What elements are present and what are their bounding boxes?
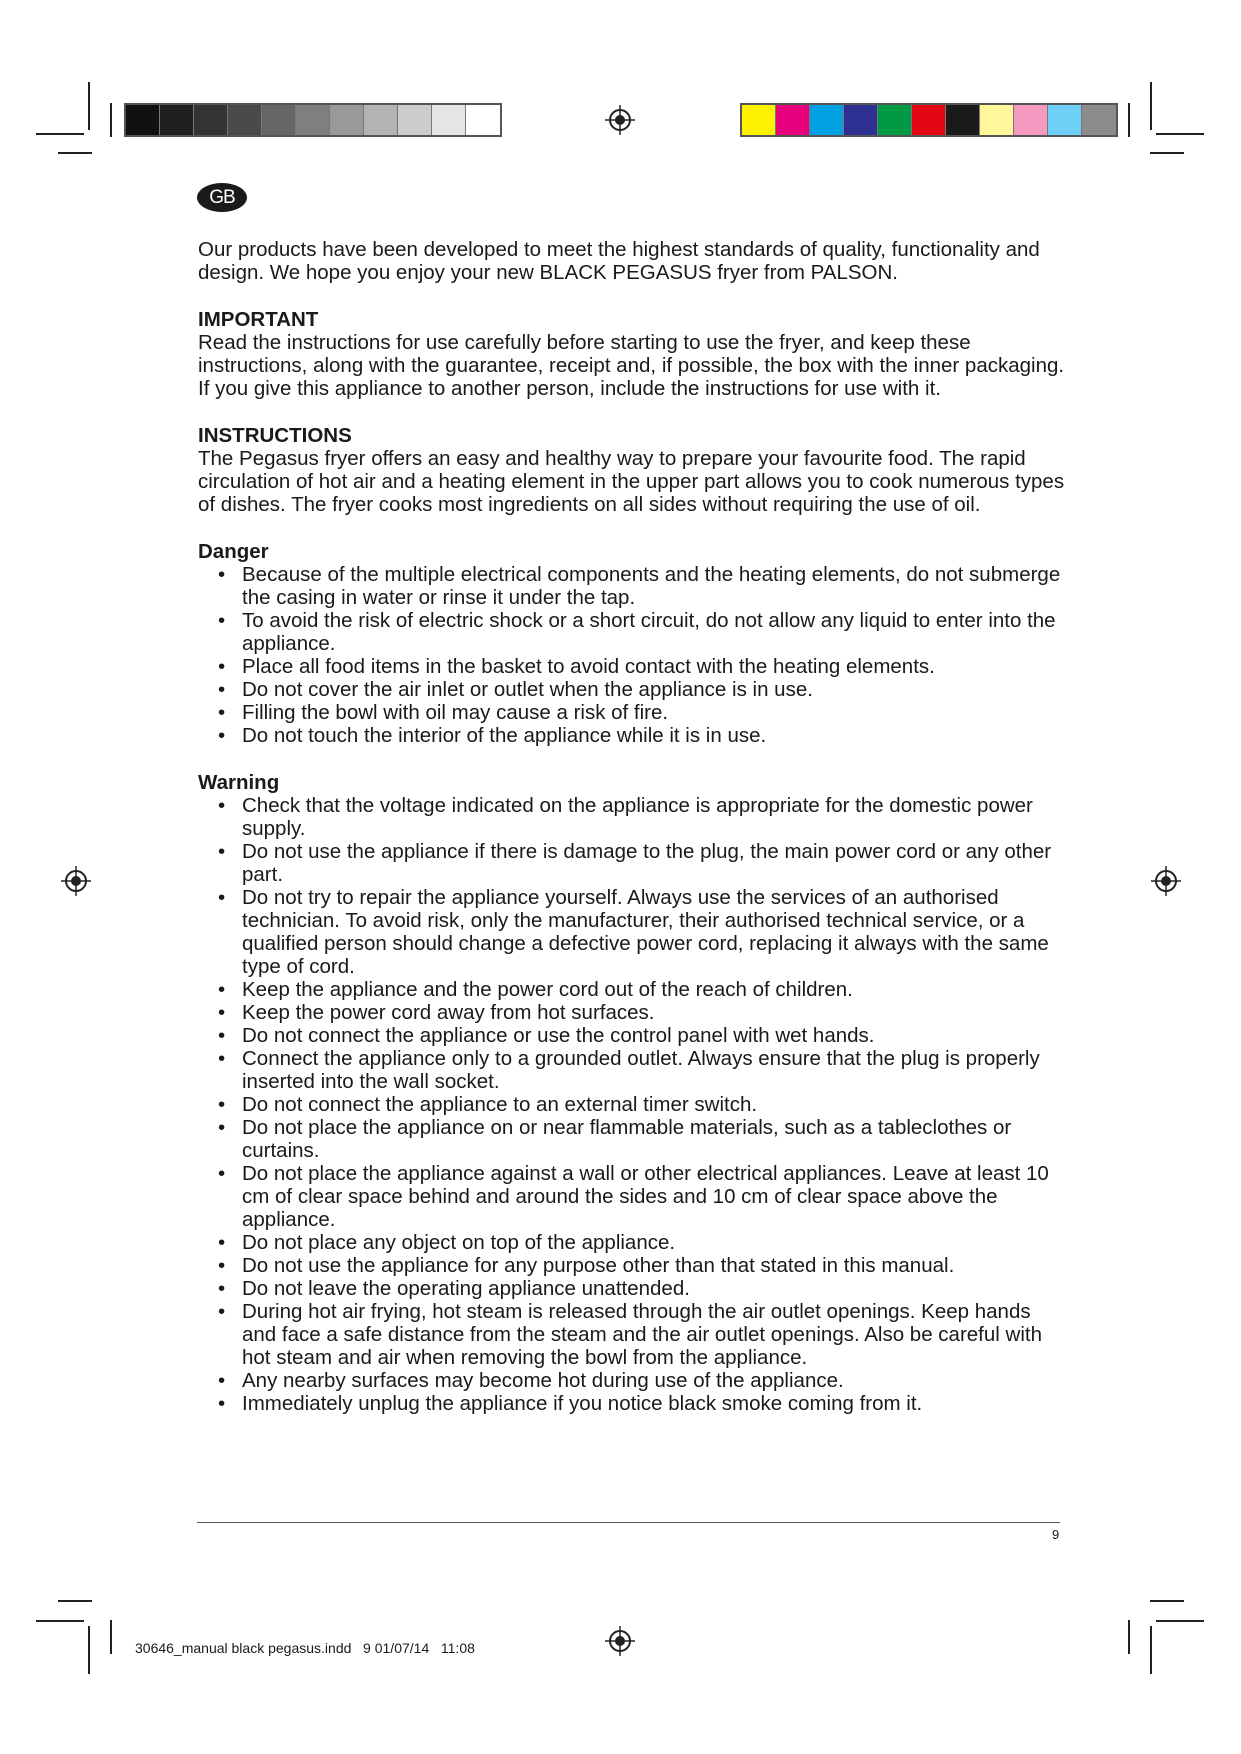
- warning-item-text: Do not connect the appliance or use the control panel with wet hands.: [242, 1024, 875, 1047]
- crop-mark: [1150, 152, 1184, 154]
- warning-item: [198, 1392, 1068, 1415]
- bullet-icon: •: [218, 886, 226, 909]
- warning-item-text: Keep the power cord away from hot surfaces.: [242, 1001, 655, 1024]
- crop-mark: [1156, 1620, 1204, 1622]
- warning-heading: Warning: [198, 771, 280, 794]
- danger-item-text: Place all food items in the basket to avoid contact with the heating elements.: [242, 655, 935, 678]
- crop-mark: [1150, 82, 1152, 130]
- manual-content: [198, 238, 1068, 1415]
- bullet-icon: •: [218, 724, 226, 747]
- bullet-icon: •: [218, 1369, 226, 1392]
- calibration-swatch: [742, 105, 776, 135]
- warning-item: [198, 886, 1068, 978]
- warning-item: [198, 1024, 1068, 1047]
- registration-target-icon: [605, 105, 635, 135]
- danger-item-text: Do not touch the interior of the appliance while it is in use.: [242, 724, 767, 747]
- important-heading: IMPORTANT: [198, 308, 319, 331]
- bullet-icon: •: [218, 794, 226, 817]
- bullet-icon: •: [218, 563, 226, 586]
- calibration-swatch: [810, 105, 844, 135]
- warning-item-text: Do not place the appliance against a wall or other electrical appliances. Leave at least 10 cm of clear space behind and around the sides and 10 cm of clear space above the appliance.: [242, 1162, 1049, 1231]
- crop-mark: [1150, 1600, 1184, 1602]
- bullet-icon: •: [218, 1254, 226, 1277]
- warning-item: [198, 1001, 1068, 1024]
- crop-mark: [1156, 133, 1204, 135]
- warning-item-text: During hot air frying, hot steam is released through the air outlet openings. Keep hands and face a safe distance from the steam and the air outlet openings. Also be careful with hot steam and air when removing the bowl from the appliance.: [242, 1300, 1042, 1369]
- crop-mark: [58, 152, 92, 154]
- language-badge: GB: [197, 183, 247, 212]
- page-number: 9: [1052, 1527, 1060, 1542]
- warning-item: [198, 1277, 1068, 1300]
- bullet-icon: •: [218, 678, 226, 701]
- print-slug: 30646_manual black pegasus.indd 9 01/07/14 11:08: [135, 1640, 475, 1656]
- crop-mark: [1150, 1626, 1152, 1674]
- warning-item-text: Any nearby surfaces may become hot during use of the appliance.: [242, 1369, 844, 1392]
- bullet-icon: •: [218, 1392, 226, 1415]
- bullet-icon: •: [218, 1116, 226, 1139]
- crop-mark: [58, 1600, 92, 1602]
- bullet-icon: •: [218, 701, 226, 724]
- calibration-swatch: [262, 105, 296, 135]
- bullet-icon: •: [218, 1047, 226, 1070]
- footer-rule: [197, 1522, 1060, 1523]
- calibration-swatch: [912, 105, 946, 135]
- bullet-icon: •: [218, 1001, 226, 1024]
- bullet-icon: •: [218, 1277, 226, 1300]
- danger-item: [198, 655, 1068, 678]
- danger-item: [198, 701, 1068, 724]
- registration-target-icon: [1151, 866, 1181, 896]
- warning-item: [198, 840, 1068, 886]
- warning-item: [198, 1254, 1068, 1277]
- calibration-swatch: [432, 105, 466, 135]
- warning-item-text: Do not use the appliance if there is damage to the plug, the main power cord or any other part.: [242, 840, 1052, 886]
- danger-item-text: Because of the multiple electrical components and the heating elements, do not submerge the casing in water or rinse it under the tap.: [242, 563, 1061, 609]
- bullet-icon: •: [218, 1093, 226, 1116]
- warning-item-text: Connect the appliance only to a grounded outlet. Always ensure that the plug is properly inserted into the wall socket.: [242, 1047, 1040, 1093]
- bullet-icon: •: [218, 978, 226, 1001]
- instructions-heading: INSTRUCTIONS: [198, 424, 352, 447]
- warning-item: [198, 1162, 1068, 1231]
- warning-item: [198, 978, 1068, 1001]
- bullet-icon: •: [218, 609, 226, 632]
- crop-mark: [36, 133, 84, 135]
- calibration-swatch: [1048, 105, 1082, 135]
- crop-mark: [1128, 103, 1130, 137]
- calibration-swatch: [228, 105, 262, 135]
- bullet-icon: •: [218, 1162, 226, 1185]
- warning-item: [198, 1300, 1068, 1369]
- crop-mark: [1128, 1620, 1130, 1654]
- bullet-icon: •: [218, 840, 226, 863]
- danger-item-text: Do not cover the air inlet or outlet when the appliance is in use.: [242, 678, 813, 701]
- crop-mark: [88, 1626, 90, 1674]
- crop-mark: [36, 1620, 84, 1622]
- warning-item-text: Do not leave the operating appliance unattended.: [242, 1277, 690, 1300]
- calibration-swatch: [160, 105, 194, 135]
- warning-item-text: Do not place the appliance on or near flammable materials, such as a tableclothes or curtains.: [242, 1116, 1012, 1162]
- warning-item-text: Do not try to repair the appliance yourself. Always use the services of an authorised technician. To avoid risk, only the manufacturer, their authorised technical service, or a qualified person should change a defective power cord, replacing it always with the same type of cord.: [242, 886, 1049, 978]
- bullet-icon: •: [218, 1024, 226, 1047]
- warning-list: [198, 794, 1068, 1415]
- grayscale-calibration-bar: [124, 103, 502, 137]
- calibration-swatch: [776, 105, 810, 135]
- warning-item: [198, 794, 1068, 840]
- calibration-swatch: [364, 105, 398, 135]
- calibration-swatch: [946, 105, 980, 135]
- danger-item: [198, 678, 1068, 701]
- calibration-swatch: [194, 105, 228, 135]
- instructions-paragraph: The Pegasus fryer offers an easy and healthy way to prepare your favourite food. The rapid circulation of hot air and a heating element in the upper part allows you to cook numerous types of dishes. The fryer cooks most ingredients on all sides without requiring the use of oil.: [198, 447, 1065, 516]
- warning-item-text: Check that the voltage indicated on the appliance is appropriate for the domestic power supply.: [242, 794, 1033, 840]
- calibration-swatch: [878, 105, 912, 135]
- bullet-icon: •: [218, 655, 226, 678]
- calibration-swatch: [466, 105, 500, 135]
- important-paragraph: Read the instructions for use carefully before starting to use the fryer, and keep these instructions, along with the guarantee, receipt and, if possible, the box with the inner packaging. If you give this appliance to another person, include the instructions for use with it.: [198, 331, 1065, 400]
- calibration-swatch: [330, 105, 364, 135]
- bullet-icon: •: [218, 1231, 226, 1254]
- calibration-swatch: [844, 105, 878, 135]
- intro-paragraph: Our products have been developed to meet the highest standards of quality, functionality and design. We hope you enjoy your new BLACK PEGASUS fryer from PALSON.: [198, 238, 1040, 284]
- danger-item-text: To avoid the risk of electric shock or a short circuit, do not allow any liquid to enter into the appliance.: [242, 609, 1056, 655]
- crop-mark: [88, 82, 90, 130]
- warning-item-text: Do not place any object on top of the appliance.: [242, 1231, 676, 1254]
- warning-item-text: Immediately unplug the appliance if you notice black smoke coming from it.: [242, 1392, 923, 1415]
- warning-item-text: Keep the appliance and the power cord out of the reach of children.: [242, 978, 853, 1001]
- calibration-swatch: [980, 105, 1014, 135]
- danger-item-text: Filling the bowl with oil may cause a risk of fire.: [242, 701, 669, 724]
- warning-item: [198, 1047, 1068, 1093]
- calibration-swatch: [126, 105, 160, 135]
- calibration-swatch: [1014, 105, 1048, 135]
- danger-list: [198, 563, 1068, 747]
- danger-heading: Danger: [198, 540, 269, 563]
- color-calibration-bar: [740, 103, 1118, 137]
- warning-item: [198, 1116, 1068, 1162]
- warning-item: [198, 1093, 1068, 1116]
- crop-mark: [110, 103, 112, 137]
- calibration-swatch: [296, 105, 330, 135]
- danger-item: [198, 609, 1068, 655]
- registration-target-icon: [61, 866, 91, 896]
- bullet-icon: •: [218, 1300, 226, 1323]
- warning-item: [198, 1369, 1068, 1392]
- registration-target-icon: [605, 1626, 635, 1656]
- danger-item: [198, 563, 1068, 609]
- warning-item-text: Do not connect the appliance to an external timer switch.: [242, 1093, 758, 1116]
- warning-item-text: Do not use the appliance for any purpose other than that stated in this manual.: [242, 1254, 955, 1277]
- calibration-swatch: [398, 105, 432, 135]
- danger-item: [198, 724, 1068, 747]
- calibration-swatch: [1082, 105, 1116, 135]
- warning-item: [198, 1231, 1068, 1254]
- crop-mark: [110, 1620, 112, 1654]
